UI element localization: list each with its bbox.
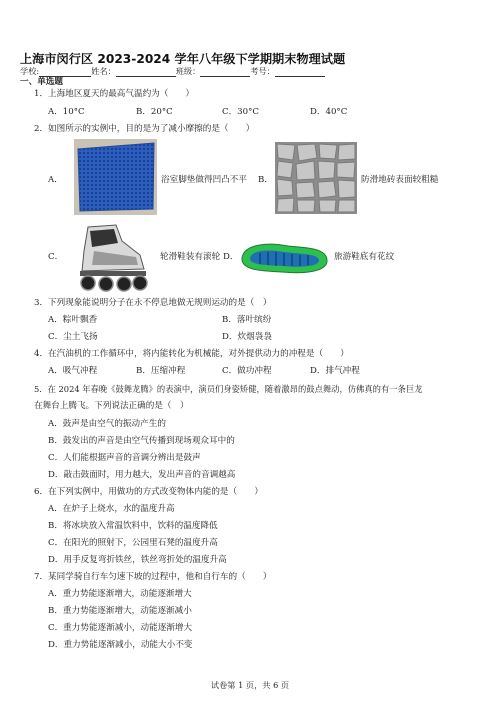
q1-option-b: B．20°C xyxy=(136,107,173,117)
q2-b-letter: B． xyxy=(258,175,273,185)
q2-a-letter: A． xyxy=(48,175,63,185)
q5-option-d: D．敲击鼓面时，用力越大，发出声音的音调越高 xyxy=(48,470,236,480)
q2-d-letter: D． xyxy=(223,252,239,262)
q2-c-text: 轮滑鞋装有滚轮 xyxy=(160,252,221,262)
number-label: 考号： xyxy=(250,66,275,76)
roller-skate-image xyxy=(70,221,154,293)
q4-option-c: C．做功冲程 xyxy=(222,366,272,376)
q7-option-b: B．重力势能逐渐增大，动能逐渐减小 xyxy=(48,606,192,616)
school-label: 学校: xyxy=(20,66,40,76)
bath-mat-image xyxy=(74,139,157,215)
q5-stem-line2: 在舞台上腾飞。下列说法正确的是（ ） xyxy=(34,401,189,411)
q1-option-d: D．40°C xyxy=(310,107,348,117)
q2-b-text: 防滑地砖表面较粗糙 xyxy=(361,175,439,185)
q4-option-a: A．吸气冲程 xyxy=(48,366,98,376)
q7-option-d: D．重力势能逐渐减小，动能大小不变 xyxy=(48,640,193,650)
q2-stem: 2．如图所示的实例中，目的是为了减小摩擦的是（ ） xyxy=(34,124,255,134)
q2-d-text: 旅游鞋底有花纹 xyxy=(334,252,395,262)
page-footer: 试卷第 1 页，共 6 页 xyxy=(210,680,290,690)
q2-a-text: 浴室脚垫做得凹凸不平 xyxy=(161,175,247,185)
q2-c-letter: C． xyxy=(48,252,64,262)
q4-option-b: B．压缩冲程 xyxy=(136,366,186,376)
q7-stem: 7．某同学骑自行车匀速下坡的过程中，他和自行车的（ ） xyxy=(34,572,272,582)
q5-option-b: B．鼓发出的声音是由空气传播到现场观众耳中的 xyxy=(48,436,235,446)
q1-option-a: A．10°C xyxy=(48,107,85,117)
q1-option-c: C．30°C xyxy=(222,107,259,117)
name-label: 姓名： xyxy=(91,66,116,76)
q5-stem-line1: 5．在 2024 年春晚《鼓舞龙腾》的表演中，演员们身姿矫健，随着激昂的鼓点舞动，仿佛真的有一条巨龙 xyxy=(34,384,423,394)
sneaker-sole-image xyxy=(238,238,330,278)
exam-title: 上海市闵行区 2023-2024 学年八年级下学期期末物理试题 xyxy=(20,52,346,66)
school-blank xyxy=(39,67,91,77)
q6-option-b: B．将冰块放入常温饮料中，饮料的温度降低 xyxy=(48,521,218,531)
q7-option-c: C．重力势能逐渐减小，动能逐渐增大 xyxy=(48,623,193,633)
q6-option-d: D．用手反复弯折铁丝，铁丝弯折处的温度升高 xyxy=(48,555,227,565)
q3-option-b: B．落叶缤纷 xyxy=(222,315,272,325)
q6-stem: 6．在下列实例中，用做功的方式改变物体内能的是（ ） xyxy=(34,487,263,497)
class-blank xyxy=(200,67,250,77)
class-label: 班级： xyxy=(175,66,201,76)
q3-option-a: A．粽叶飘香 xyxy=(48,315,98,325)
q6-option-c: C．在阳光的照射下，公园里石凳的温度升高 xyxy=(48,538,218,548)
q3-option-d: D．炊烟袅袅 xyxy=(222,332,272,342)
q1-stem: 1．上海地区夏天的最高气温约为（ ） xyxy=(34,89,195,99)
number-blank xyxy=(275,67,325,77)
q3-option-c: C．尘土飞扬 xyxy=(48,332,98,342)
q7-option-a: A．重力势能逐渐增大，动能逐渐增大 xyxy=(48,589,192,599)
q6-option-a: A．在炉子上烧水，水的温度升高 xyxy=(48,504,175,514)
q5-option-c: C．人们能根据声音的音调分辨出是鼓声 xyxy=(48,453,201,463)
name-blank xyxy=(116,67,176,77)
section-heading: 一、单选题 xyxy=(20,77,63,87)
q4-stem: 4．在汽油机的工作循环中，将内能转化为机械能，对外提供动力的冲程是（ ） xyxy=(34,349,349,359)
q5-option-a: A．鼓声是由空气的振动产生的 xyxy=(48,419,166,429)
q4-option-d: D．排气冲程 xyxy=(310,366,360,376)
q3-stem: 3．下列现象能说明分子在永不停息地做无规则运动的是（ ） xyxy=(34,298,272,308)
floor-tile-image xyxy=(275,142,357,214)
student-info-line xyxy=(20,66,325,77)
